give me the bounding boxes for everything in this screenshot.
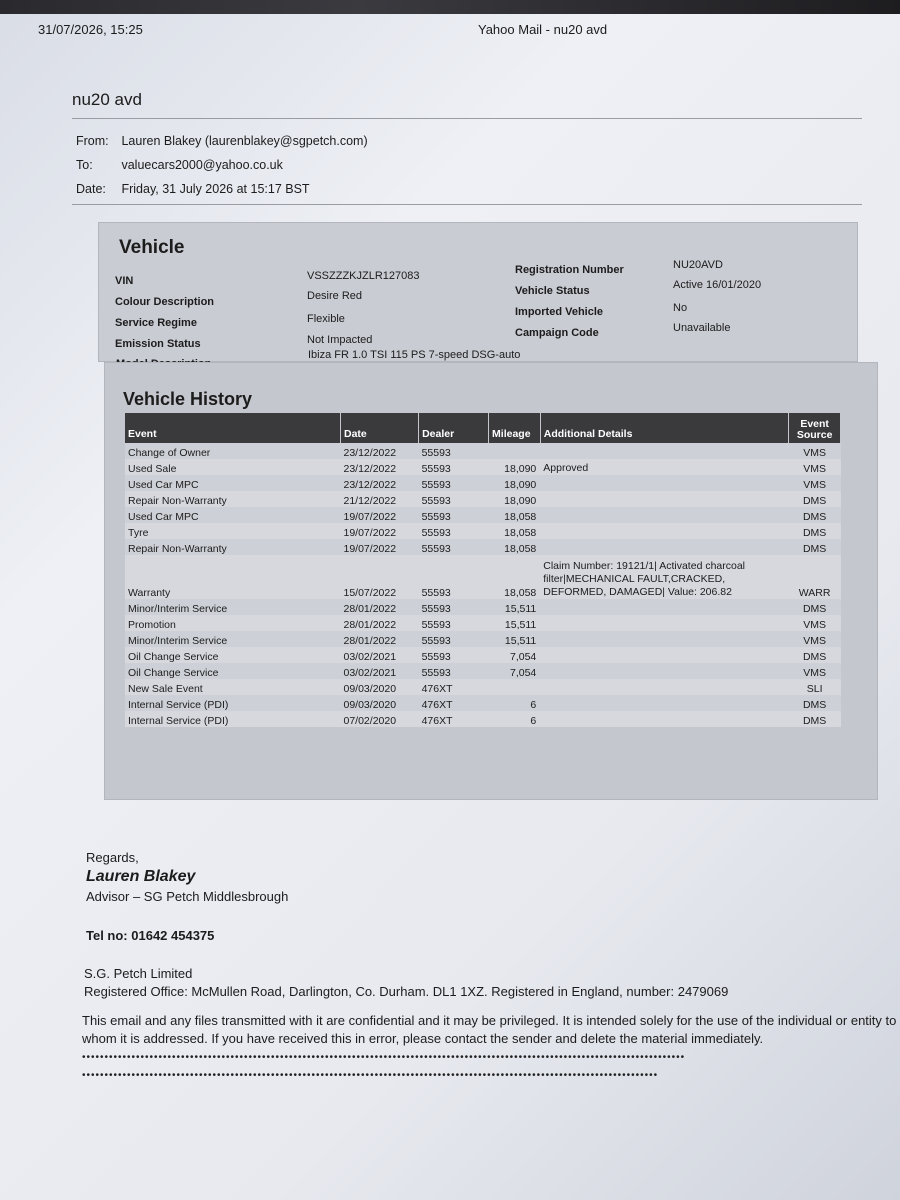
cell-mileage: 15,511 <box>489 615 541 631</box>
history-table <box>125 413 841 727</box>
cell-date: 09/03/2020 <box>341 679 419 695</box>
cell-source: DMS <box>789 599 841 615</box>
cell-details <box>540 631 788 647</box>
cell-event: New Sale Event <box>125 679 341 695</box>
service-label: Service Regime <box>115 317 197 329</box>
table-row <box>125 475 841 491</box>
col-dealer: Dealer <box>419 413 489 443</box>
cell-source: VMS <box>789 615 841 631</box>
imported-label: Imported Vehicle <box>515 306 604 318</box>
cell-source: VMS <box>789 663 841 679</box>
cell-source: VMS <box>789 475 841 491</box>
history-title: Vehicle History <box>123 389 253 409</box>
col-details: Additional Details <box>540 413 788 443</box>
cell-dealer: 55593 <box>419 459 489 475</box>
cell-event: Internal Service (PDI) <box>125 695 341 711</box>
cell-details <box>540 443 788 459</box>
cell-mileage: 7,054 <box>489 647 541 663</box>
status-value: Active 16/01/2020 <box>673 279 762 291</box>
cell-source: DMS <box>789 647 841 663</box>
cell-details <box>540 599 788 615</box>
cell-source: SLI <box>789 679 841 695</box>
cell-source: DMS <box>789 711 841 727</box>
cell-dealer: 55593 <box>419 475 489 491</box>
cell-mileage: 18,090 <box>489 459 541 475</box>
cell-dealer: 476XT <box>419 711 489 727</box>
dotted-line: •••••••••••••••••••••••••••••••••••••••••••••••••••••••••••••••••••••••••••••••••••••••••••••••••••••••••••••••••••••••••••••••••••••• <box>82 1052 686 1063</box>
cell-dealer: 55593 <box>419 443 489 459</box>
cell-event: Minor/Interim Service <box>125 631 341 647</box>
cell-source: VMS <box>789 459 841 475</box>
cell-dealer: 55593 <box>419 599 489 615</box>
company-name: S.G. Petch Limited <box>84 966 193 981</box>
cell-details: Claim Number: 19121/1| Activated charcoal filter|MECHANICAL FAULT,CRACKED, DEFORMED, DAMAGED| Value: 206.82 <box>540 555 788 599</box>
cell-date: 19/07/2022 <box>341 523 419 539</box>
date-value: Friday, 31 July 2026 at 15:17 BST <box>121 182 310 196</box>
disclaimer: This email and any files transmitted with it are confidential and it may be privileged. It is intended solely for the use of the individual or entity to whom it is addressed. If you have received this in error, please contact the sender and delete the material immediately. <box>82 1013 897 1046</box>
table-row <box>125 711 841 727</box>
signature-role: Advisor – SG Petch Middlesbrough <box>86 889 289 904</box>
regards: Regards, <box>86 850 139 865</box>
cell-mileage: 15,511 <box>489 599 541 615</box>
print-datetime: 31/07/2026, 15:25 <box>38 22 143 37</box>
cell-dealer: 55593 <box>419 647 489 663</box>
cell-mileage: 18,058 <box>489 507 541 523</box>
table-row <box>125 695 841 711</box>
table-row <box>125 539 841 555</box>
cell-event: Tyre <box>125 523 341 539</box>
col-mileage: Mileage <box>489 413 541 443</box>
table-row <box>125 523 841 539</box>
cell-dealer: 55593 <box>419 523 489 539</box>
cell-details <box>540 695 788 711</box>
print-window-title: Yahoo Mail - nu20 avd <box>478 22 608 37</box>
cell-event: Repair Non-Warranty <box>125 491 341 507</box>
cell-date: 19/07/2022 <box>341 539 419 555</box>
cell-source: DMS <box>789 507 841 523</box>
cell-date: 28/01/2022 <box>341 631 419 647</box>
date-row <box>76 182 310 196</box>
cell-details <box>540 507 788 523</box>
registered-office: Registered Office: McMullen Road, Darlington, Co. Durham. DL1 1XZ. Registered in England, number: 2479069 <box>84 984 729 999</box>
cell-dealer: 55593 <box>419 539 489 555</box>
col-event: Event <box>125 413 341 443</box>
emission-value: Not Impacted <box>307 334 373 346</box>
cell-event: Oil Change Service <box>125 663 341 679</box>
col-source: Event Source <box>789 413 841 443</box>
divider <box>72 118 862 119</box>
cell-source: DMS <box>789 491 841 507</box>
status-label: Vehicle Status <box>515 285 590 297</box>
cell-mileage: 18,058 <box>489 555 541 599</box>
cell-details <box>540 523 788 539</box>
top-shadow <box>0 0 900 14</box>
cell-date: 15/07/2022 <box>341 555 419 599</box>
cell-details <box>540 475 788 491</box>
cell-source: WARR <box>789 555 841 599</box>
model-value: Ibiza FR 1.0 TSI 115 PS 7-speed DSG-auto <box>308 349 521 361</box>
cell-source: DMS <box>789 523 841 539</box>
table-row <box>125 599 841 615</box>
cell-date: 09/03/2020 <box>341 695 419 711</box>
table-row <box>125 631 841 647</box>
table-row <box>125 679 841 695</box>
table-row <box>125 507 841 523</box>
divider <box>72 204 862 205</box>
history-header-row <box>125 413 841 443</box>
cell-source: VMS <box>789 631 841 647</box>
cell-details <box>540 711 788 727</box>
cell-event: Used Car MPC <box>125 507 341 523</box>
cell-event: Promotion <box>125 615 341 631</box>
service-value: Flexible <box>307 313 345 325</box>
emission-label: Emission Status <box>115 338 201 350</box>
to-label: To: <box>76 158 93 172</box>
from-label: From: <box>76 134 109 148</box>
cell-details <box>540 491 788 507</box>
table-row <box>125 491 841 507</box>
cell-date: 03/02/2021 <box>341 647 419 663</box>
cell-mileage <box>489 443 541 459</box>
cell-dealer: 55593 <box>419 631 489 647</box>
cell-event: Used Sale <box>125 459 341 475</box>
cell-mileage: 18,090 <box>489 475 541 491</box>
cell-date: 03/02/2021 <box>341 663 419 679</box>
cell-date: 21/12/2022 <box>341 491 419 507</box>
cell-mileage: 15,511 <box>489 631 541 647</box>
cell-details <box>540 679 788 695</box>
cell-mileage: 6 <box>489 711 541 727</box>
from-row <box>76 134 368 148</box>
table-row <box>125 555 841 599</box>
email-subject: nu20 avd <box>72 90 142 109</box>
table-row <box>125 615 841 631</box>
cell-event: Used Car MPC <box>125 475 341 491</box>
from-value[interactable]: Lauren Blakey (laurenblakey@sgpetch.com) <box>121 134 368 148</box>
table-row <box>125 459 841 475</box>
imported-value: No <box>673 302 688 314</box>
cell-event: Warranty <box>125 555 341 599</box>
cell-event: Oil Change Service <box>125 647 341 663</box>
vehicle-title: Vehicle <box>119 237 185 258</box>
cell-date: 23/12/2022 <box>341 475 419 491</box>
vin-label: VIN <box>115 275 134 287</box>
cell-source: DMS <box>789 539 841 555</box>
col-date: Date <box>341 413 419 443</box>
cell-mileage: 7,054 <box>489 663 541 679</box>
vin-value: VSSZZZKJZLR127083 <box>307 270 420 282</box>
cell-mileage <box>489 679 541 695</box>
campaign-value: Unavailable <box>673 322 731 334</box>
dotted-line: •••••••••••••••••••••••••••••••••••••••••••••••••••••••••••••••••••••••••••••••••••••••••••••••••••••••••••••••••••••••••••••••• <box>82 1070 659 1081</box>
cell-dealer: 55593 <box>419 615 489 631</box>
cell-dealer: 55593 <box>419 491 489 507</box>
to-value[interactable]: valuecars2000@yahoo.co.uk <box>121 158 283 172</box>
cell-mileage: 18,090 <box>489 491 541 507</box>
cell-event: Repair Non-Warranty <box>125 539 341 555</box>
table-row <box>125 647 841 663</box>
cell-dealer: 476XT <box>419 695 489 711</box>
cell-event: Internal Service (PDI) <box>125 711 341 727</box>
cell-date: 23/12/2022 <box>341 443 419 459</box>
colour-label: Colour Description <box>115 296 215 308</box>
cell-details <box>540 615 788 631</box>
reg-label: Registration Number <box>515 264 624 276</box>
cell-date: 07/02/2020 <box>341 711 419 727</box>
colour-value: Desire Red <box>307 290 363 302</box>
cell-event: Minor/Interim Service <box>125 599 341 615</box>
cell-dealer: 55593 <box>419 555 489 599</box>
signature-name: Lauren Blakey <box>86 868 196 885</box>
date-label: Date: <box>76 182 106 196</box>
cell-details <box>540 663 788 679</box>
to-row <box>76 158 283 172</box>
cell-details <box>540 647 788 663</box>
table-row <box>125 663 841 679</box>
table-row <box>125 443 841 459</box>
cell-mileage: 18,058 <box>489 539 541 555</box>
cell-dealer: 55593 <box>419 663 489 679</box>
cell-details: Approved <box>540 459 788 475</box>
cell-dealer: 476XT <box>419 679 489 695</box>
vehicle-history-panel <box>104 362 878 800</box>
cell-date: 28/01/2022 <box>341 615 419 631</box>
reg-value: NU20AVD <box>673 259 723 271</box>
cell-dealer: 55593 <box>419 507 489 523</box>
cell-date: 23/12/2022 <box>341 459 419 475</box>
cell-source: VMS <box>789 443 841 459</box>
signature-tel: Tel no: 01642 454375 <box>86 928 215 943</box>
history-rows <box>125 443 841 727</box>
cell-date: 19/07/2022 <box>341 507 419 523</box>
cell-source: DMS <box>789 695 841 711</box>
cell-date: 28/01/2022 <box>341 599 419 615</box>
cell-details <box>540 539 788 555</box>
cell-mileage: 6 <box>489 695 541 711</box>
cell-mileage: 18,058 <box>489 523 541 539</box>
campaign-label: Campaign Code <box>515 327 599 339</box>
vehicle-panel <box>98 222 858 362</box>
cell-event: Change of Owner <box>125 443 341 459</box>
